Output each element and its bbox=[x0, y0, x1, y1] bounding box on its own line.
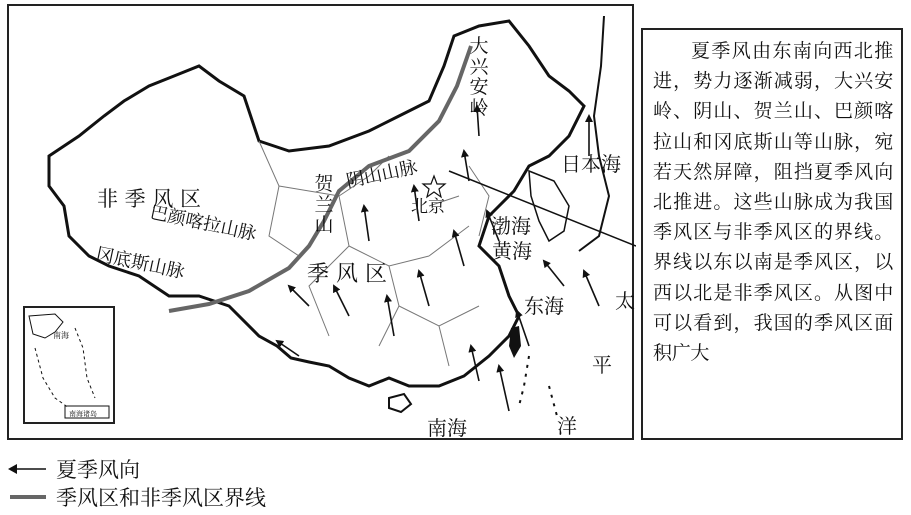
taiwan-island bbox=[509, 326, 521, 358]
label-huanghai: 黄海 bbox=[492, 239, 532, 263]
label-donghai: 东海 bbox=[524, 294, 564, 318]
capital-star-icon bbox=[423, 176, 445, 197]
inset-label-nanhai: 南海 bbox=[53, 331, 69, 340]
wind-arrow bbox=[544, 261, 564, 286]
legend bbox=[8, 454, 428, 512]
legend-row-boundary bbox=[8, 484, 266, 510]
wind-arrow bbox=[289, 286, 309, 306]
label-yinshan: 阴山山脉 bbox=[344, 156, 420, 193]
wind-arrow bbox=[454, 231, 464, 266]
label-japan-sea: 日本海 bbox=[561, 152, 621, 176]
boundary-line-icon bbox=[8, 490, 48, 504]
label-da-xinganling: 大兴安岭 bbox=[469, 35, 489, 119]
arrow-left-icon bbox=[8, 462, 48, 476]
wind-arrow bbox=[334, 286, 349, 316]
label-bayan-har: 巴颜喀拉山脉 bbox=[148, 202, 259, 246]
explanation-box bbox=[641, 28, 903, 440]
label-pacific-1: 太 bbox=[615, 289, 635, 313]
wind-arrow bbox=[464, 151, 469, 181]
legend-row-summer-wind bbox=[8, 456, 140, 482]
pointer-line bbox=[449, 171, 636, 246]
legend-label-summer-wind: 夏季风向 bbox=[56, 458, 140, 482]
wind-arrow bbox=[584, 271, 599, 306]
label-pacific-3: 洋 bbox=[557, 414, 577, 438]
wind-arrow bbox=[387, 296, 394, 336]
label-beijing: 北京 bbox=[411, 197, 445, 217]
label-non-monsoon: 非 季 风 区 bbox=[97, 187, 202, 211]
label-helan: 贺兰山 bbox=[314, 173, 334, 237]
hainan-island bbox=[389, 394, 411, 412]
label-gangdise: 冈底斯山脉 bbox=[93, 243, 187, 284]
map-frame bbox=[7, 4, 634, 440]
label-monsoon: 季 风 区 bbox=[307, 262, 387, 287]
inset-map bbox=[25, 308, 113, 422]
explanation-text: 夏季风由东南向西北推进，势力逐渐减弱，大兴安岭、阴山、贺兰山、巴颜喀拉山和冈底斯山等山脉，宛若天然屏障，阻挡夏季风向北推进。这些山脉成为我国季风区与非季风区的界线。界线以东以南是季风区，以西以北是非季风区。从图中可以看到，我国的季风区面积广大 bbox=[653, 40, 893, 365]
label-nanhai: 南海 bbox=[427, 416, 467, 440]
label-pacific-2: 平 bbox=[592, 353, 612, 377]
japan-coast bbox=[579, 16, 609, 251]
legend-label-boundary: 季风区和非季风区界线 bbox=[56, 486, 266, 510]
label-bohai: 渤海 bbox=[491, 214, 531, 238]
inset-label-islands: 南海诸岛 bbox=[69, 410, 97, 418]
island-chain bbox=[519, 356, 557, 416]
south-china-sea-inset bbox=[23, 306, 115, 424]
wind-arrow bbox=[419, 271, 429, 306]
wind-arrow bbox=[499, 366, 509, 411]
wind-arrow bbox=[364, 206, 369, 241]
